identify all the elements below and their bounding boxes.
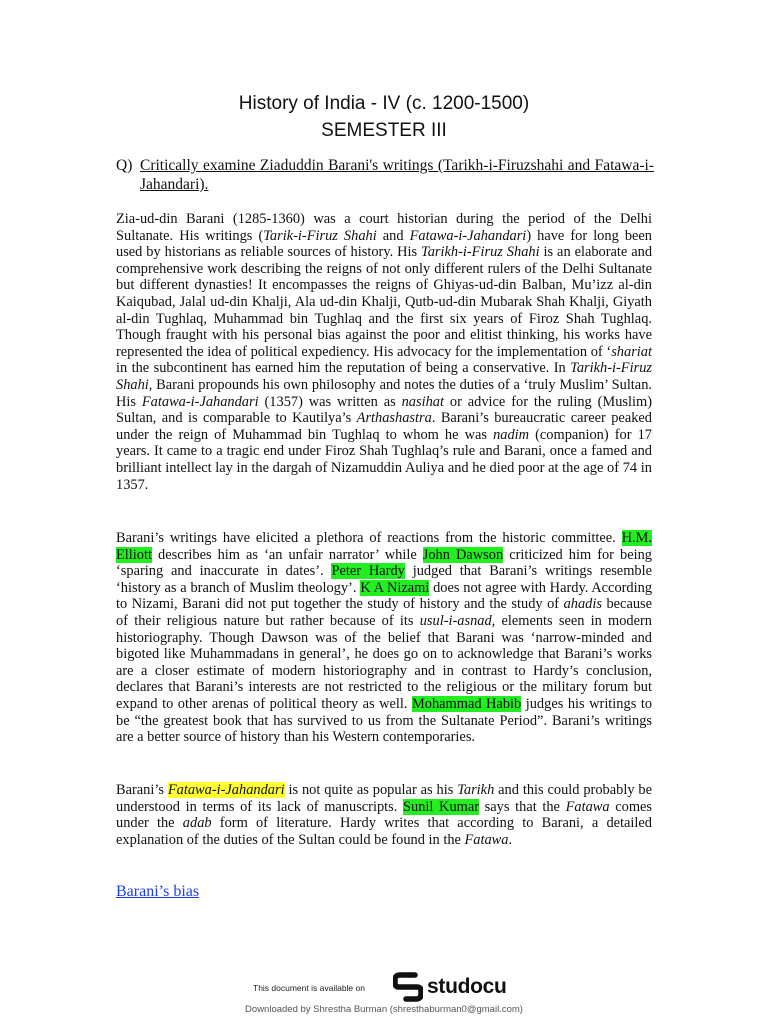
text-run: says that the xyxy=(479,798,566,815)
semester-label: SEMESTER III xyxy=(321,120,447,141)
italic-term: Fatawa xyxy=(464,831,509,848)
text-run: Barani’s xyxy=(116,782,168,798)
highlighted-historian: K A Nizami xyxy=(360,579,430,596)
italic-term: adab xyxy=(182,815,212,832)
availability-note: This document is available on xyxy=(253,983,365,993)
studocu-logo-icon xyxy=(393,972,423,1002)
text-run: (1357) was written as xyxy=(258,393,402,410)
text-run: , Barani propounds his own philosophy and notes the duties of a ‘truly Muslim’ Sultan. His xyxy=(116,376,652,410)
studocu-logo[interactable] xyxy=(393,972,507,1002)
text-run: comes under the xyxy=(116,798,652,832)
text-run: is not quite as popular as his xyxy=(284,782,458,798)
text-run: ) have for long been used by historians as reliable sources of history. His xyxy=(116,227,652,261)
italic-term: Fatawa xyxy=(565,798,610,815)
text-run: Zia-ud-din Barani (1285-1360) was a court historian during the period of the Delhi Sultanate. His writings ( xyxy=(116,211,652,244)
italic-term: ahadis xyxy=(563,596,602,613)
paragraph-historiography xyxy=(116,530,652,746)
paragraph-introduction xyxy=(116,211,652,493)
question-marker: Q) xyxy=(116,157,133,174)
text-run: . Barani’s bureaucratic career peaked under the reign of Muhammad bin Tughlaq to whom he was xyxy=(116,410,652,443)
download-attribution: Downloaded by Shrestha Burman (shresthaburman0@gmail.com) xyxy=(245,1004,523,1015)
text-run: does not agree with Hardy. According to Nizami, Barani did not put together the study of history and the study of xyxy=(116,579,653,613)
highlighted-historian: Mohammad Habib xyxy=(411,695,522,712)
text-run: or advice for the ruling (Muslim) Sultan, and is comparable to Kautilya’s xyxy=(116,393,652,427)
italic-term: Tarikh-i-Firuz Shahi xyxy=(421,244,540,261)
highlighted-historian: H.M. Elliott xyxy=(116,530,652,563)
text-run: judges his writings to be “the greatest book that has survived to us from the Sultanate Period”. Barani’s writings are a better source of history than his Western contemporaries. xyxy=(116,695,653,746)
italic-term: usul-i-asnad, xyxy=(419,612,496,629)
text-run: . xyxy=(508,831,513,848)
italic-term: shariat xyxy=(611,343,652,360)
text-run: judged that Barani’s writings resemble ‘history as a branch of Muslim theology’. xyxy=(116,563,652,596)
highlighted-title: Fatawa-i-Jahandari xyxy=(167,782,285,798)
italic-term: Fatawa-i-Jahandari xyxy=(141,393,259,410)
text-run: describes him as ‘an unfair narrator’ while xyxy=(151,546,423,563)
text-run: form of literature. Hardy writes that according to Barani, a detailed explanation of the duties of the Sultan could be found in the xyxy=(116,815,652,848)
highlighted-historian: Sunil Kumar xyxy=(403,798,480,815)
document-title: History of India - IV (c. 1200-1500) xyxy=(238,93,530,114)
text-run: elements seen in modern historiography. Though Dawson was of the belief that Barani was ‘narrow-minded and bigoted like Muhammadans in general’, he does go on to acknowledge that Barani’s works are a closer estimate of modern historiography and in contrast to Hardy’s conclusion, declares that Barani’s interests are not restricted to the religious or the military forum but expand to other arenas of political theory as well. xyxy=(116,612,653,712)
highlighted-historian: John Dawson xyxy=(422,546,504,563)
document-header xyxy=(0,90,768,144)
text-run: in the subcontinent has earned him the reputation of being a conservative. In xyxy=(116,360,571,377)
text-run: criticized him for being ‘sparing and inaccurate in dates’. xyxy=(116,546,652,580)
italic-term: Fatawa-i-Jahandari xyxy=(409,227,527,244)
text-run: and xyxy=(376,227,410,244)
italic-term: Tarikh xyxy=(457,782,495,798)
text-run: (companion) for 17 years. It came to a tragic end under Firoz Shah Tughlaq’s rule and Barani, once a famed and brilliant intellect lay in the dargah of Nizamuddin Auliya and he died poor at the age of 74 in 1357. xyxy=(116,426,652,493)
text-run: is an elaborate and comprehensive work describing the reigns of not only different rulers of the Delhi Sultanate but different dynasties! It encompasses the reigns of Ghiyas-ud-din Balban, Mu’izz al-din Kaiqubad, Jalal ud-din Khalji, Ala ud-din Khalji, Qutb-ud-din Mubarak Shah Khalji, Giyath al-din Tughlaq, Muhammad bin Tughlaq and the first six years of Firoz Shah Tughlaq. Though fraught with his personal bias against the poor and elitist thinking, his works have represented the idea of political expediency. His advocacy for the implementation of ‘ xyxy=(116,244,653,360)
question-text: Critically examine Ziaduddin Barani's writings (Tarikh-i-Firuzshahi and Fatawa-i-Jahandari). xyxy=(140,157,654,193)
studocu-wordmark: studocu xyxy=(427,975,507,998)
text-run: and this could probably be understood in terms of its lack of manuscripts. xyxy=(116,782,652,815)
italic-term: nasihat xyxy=(401,393,444,410)
baranis-bias-link[interactable]: Barani’s bias xyxy=(116,883,200,900)
italic-term: Arthashastra xyxy=(356,410,432,427)
paragraph-fatawa xyxy=(116,782,652,848)
italic-term: nadim xyxy=(493,426,530,443)
italic-term: Tarikh-i-Firuz Shahi xyxy=(116,360,652,393)
italic-term: Tarik-i-Firuz Shahi xyxy=(263,227,377,244)
text-run: Barani’s writings have elicited a plethora of reactions from the historic committee. xyxy=(116,530,622,546)
highlighted-historian: Peter Hardy xyxy=(331,563,405,580)
question-block xyxy=(116,156,654,194)
text-run: because of their religious nature but rather because of its xyxy=(116,596,653,629)
